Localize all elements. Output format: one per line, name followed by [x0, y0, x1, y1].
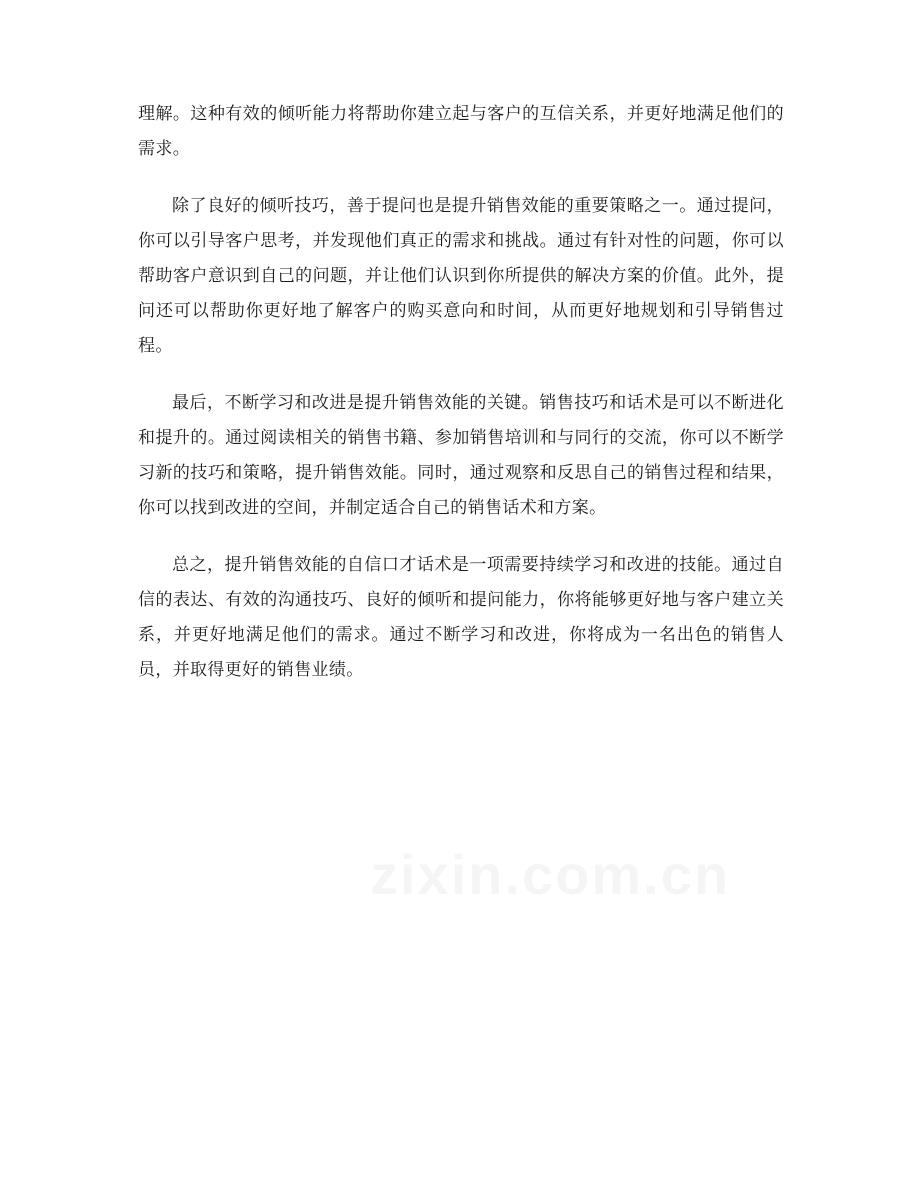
watermark: [370, 842, 730, 907]
paragraph-questioning: 除了良好的倾听技巧，善于提问也是提升销售效能的重要策略之一。通过提问，你可以引导客户思考，并发现他们真正的需求和挑战。通过有针对性的问题，你可以帮助客户意识到自己的问题，并让他们认识到你所提供的解决方案的价值。此外，提问还可以帮助你更好地了解客户的购买意向和时间，从而更好地规划和引导销售过程。: [138, 196, 784, 356]
paragraph-conclusion: 总之，提升销售效能的自信口才话术是一项需要持续学习和改进的技能。通过自信的表达、有效的沟通技巧、良好的倾听和提问能力，你将能够更好地与客户建立关系，并更好地满足他们的需求。通过不断学习和改进，你将成为一名出色的销售人员，并取得更好的销售业绩。: [138, 555, 784, 680]
paragraph-learning: 最后，不断学习和改进是提升销售效能的关键。销售技巧和话术是可以不断进化和提升的。通过阅读相关的销售书籍、参加销售培训和与同行的交流，你可以不断学习新的技巧和策略，提升销售效能。同时，通过观察和反思自己的销售过程和结果，你可以找到改进的空间，并制定适合自己的销售话术和方案。: [138, 393, 784, 518]
document-page: [138, 97, 784, 710]
paragraph-continuation: 理解。这种有效的倾听能力将帮助你建立起与客户的互信关系，并更好地满足他们的需求。: [138, 104, 784, 159]
